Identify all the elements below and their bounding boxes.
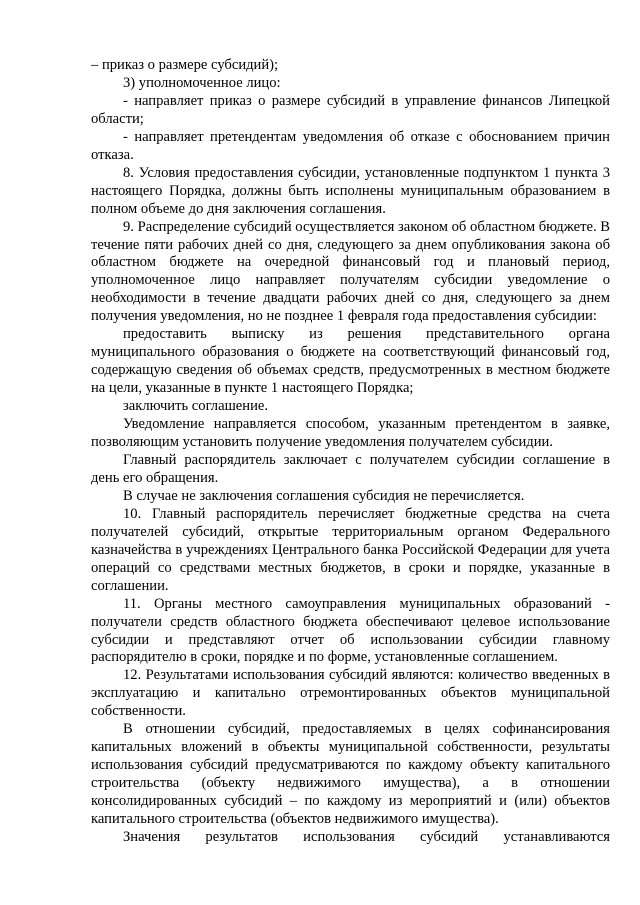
paragraph: предоставить выписку из решения представительного органа муниципального образования о бюджете на соответствующий финансовый год, содержащую сведения об объемах средств, предусмотренных в местном бюджете на цели, указанные в пункте 1 настоящего Порядка; xyxy=(91,326,610,397)
paragraph: заключить соглашение. xyxy=(123,398,269,415)
document-body xyxy=(91,57,610,847)
paragraph: 10. Главный распорядитель перечисляет бюджетные средства на счета получателей субсидий, открытые территориальным органом Федерального казначейства в учреждениях Центрального банка Российской Федерации для учета операций со средствами местных бюджетов, в сроки и порядке, указанные в соглашении. xyxy=(91,505,610,594)
paragraph: 8. Условия предоставления субсидии, установленные подпунктом 1 пункта 3 настоящего Порядка, должны быть исполнены муниципальным образованием в полном объеме до дня заключения соглашения. xyxy=(91,164,610,217)
paragraph: 3) уполномоченное лицо: xyxy=(123,74,281,91)
paragraph: 12. Результатами использования субсидий являются: количество введенных в эксплуатацию и капитально отремонтированных объектов муниципальной собственности. xyxy=(91,667,610,720)
paragraph: Значения результатов использования субсидий устанавливаются xyxy=(123,828,610,845)
paragraph: - направляет претендентам уведомления об отказе с обоснованием причин отказа. xyxy=(91,128,610,163)
paragraph: В отношении субсидий, предоставляемых в целях софинансирования капитальных вложений в объекты муниципальной собственности, результаты использования субсидий предусматриваются по каждому объекту капитального строительства (объекту недвижимого имущества), а в отношении консолидированных субсидий – по каждому из мероприятий и (или) объектов капитального строительства (объектов недвижимого имущества). xyxy=(91,721,610,828)
paragraph: – приказ о размере субсидий); xyxy=(91,57,279,73)
paragraph: 11. Органы местного самоуправления муниципальных образований - получатели средств областного бюджета обеспечивают целевое использование субсидии и представляют отчет об использовании субсидии главному распорядителю в сроки, порядке и по форме, установленные соглашением. xyxy=(91,595,610,666)
paragraph: Главный распорядитель заключает с получателем субсидии соглашение в день его обращения. xyxy=(91,451,610,486)
paragraph: - направляет приказ о размере субсидий в управление финансов Липецкой области; xyxy=(91,92,610,127)
paragraph: 9. Распределение субсидий осуществляется законом об областном бюджете. В течение пяти рабочих дней со дня, следующего за днем опубликования закона об областном бюджете на очередной финансовый год и плановый период, уполномоченное лицо направляет получателям субсидии уведомление о необходимости в течение двадцати рабочих дней со дня, следующего за днем получения уведомления, но не позднее 1 февраля года предоставления субсидии: xyxy=(91,218,610,325)
paragraph: В случае не заключения соглашения субсидия не перечисляется. xyxy=(123,487,525,504)
paragraph: Уведомление направляется способом, указанным претендентом в заявке, позволяющим установить получение уведомления получателем субсидии. xyxy=(91,416,610,451)
